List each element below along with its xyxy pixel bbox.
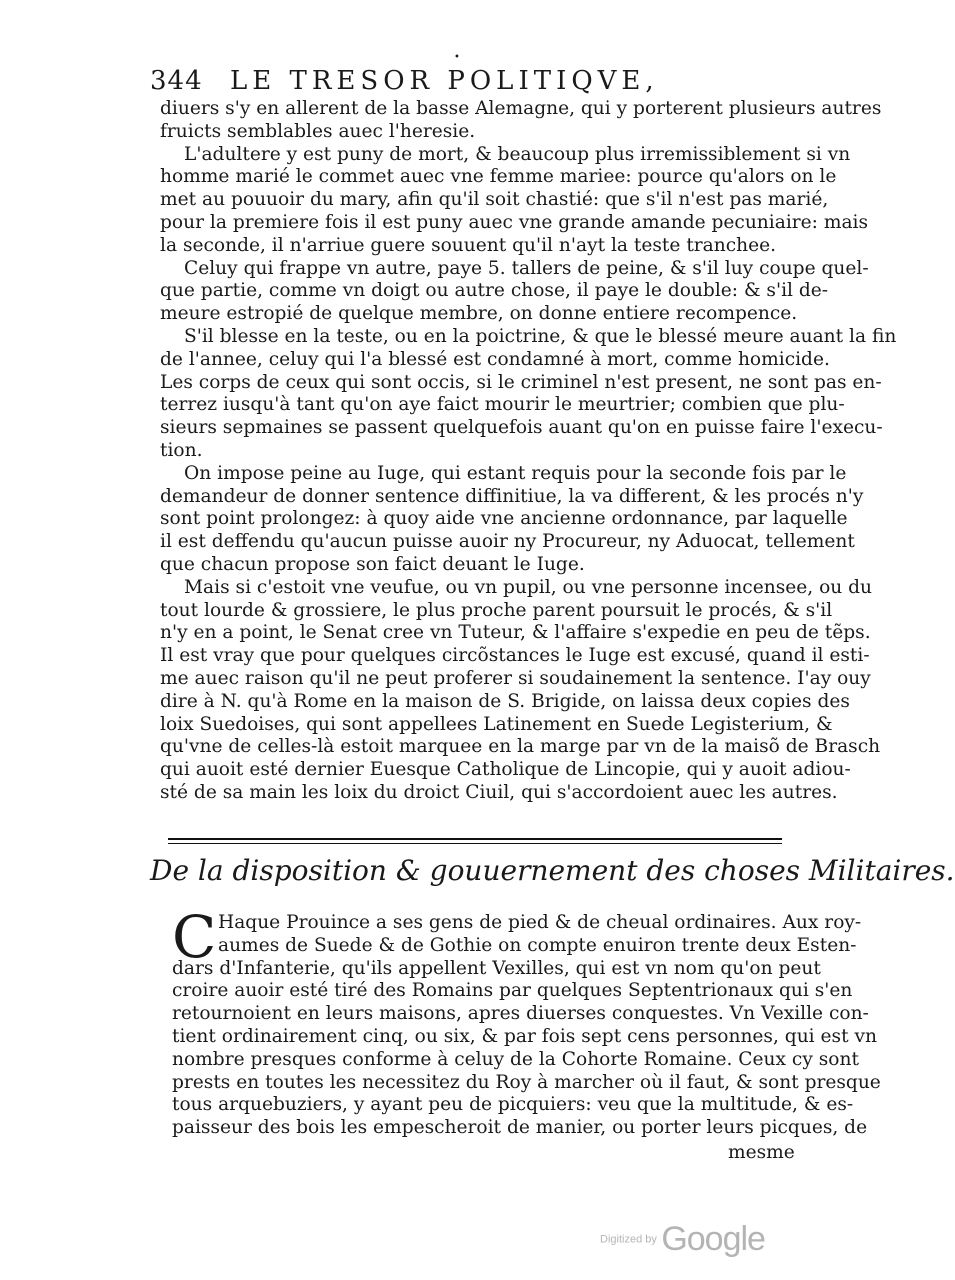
text-line: sté de sa main les loix du droict Ciuil, qui s'accordoient auec les autres. (160, 781, 838, 803)
running-title: LE TRESOR POLITIQVE, (230, 66, 659, 96)
watermark-prefix: Digitized by (600, 1233, 657, 1246)
text-line: S'il blesse en la teste, ou en la poictrine, & que le blessé meure auant la fin (184, 325, 897, 347)
text-line: diuers s'y en allerent de la basse Alemagne, qui y porterent plusieurs autres (160, 98, 882, 119)
text-line: de l'annee, celuy qui l'a blessé est condamné à mort, comme homicide. (160, 348, 830, 370)
text-line: L'adultere y est puny de mort, & beaucoup plus irremissiblement si vn (184, 143, 851, 165)
text-line: la seconde, il n'arriue guere souuent qu'il n'ayt la teste tranchee. (160, 234, 777, 256)
text-line: paisseur des bois les empescheroit de manier, ou porter leurs picques, de (172, 1117, 868, 1139)
page-number: 344 (150, 66, 203, 96)
text-line: Celuy qui frappe vn autre, paye 5. tallers de peine, & s'il luy coupe quel- (184, 257, 869, 279)
text-line: tient ordinairement cinq, ou six, & par fois sept cens personnes, qui est vn (172, 1025, 877, 1047)
text-line: meure estropié de quelque membre, on donne entiere recompence. (160, 303, 798, 325)
text-line: dars d'Infanterie, qu'ils appellent Vexilles, qui est vn nom qu'on peut (172, 957, 821, 979)
text-line: Mais si c'estoit vne veufue, ou vn pupil, ou vne personne incensee, ou du (184, 576, 873, 598)
text-line: qu'vne de celles-là estoit marquee en la marge par vn de la maisõ de Brasch (160, 736, 881, 758)
text-line: il est deffendu qu'aucun puisse auoir ny Procureur, ny Aduocat, tellement (160, 531, 855, 553)
text-line: On impose peine au Iuge, qui estant requis pour la seconde fois par le (184, 462, 847, 484)
text-line: croire auoir esté tiré des Romains par quelques Septentrionaux qui s'en (172, 980, 853, 1002)
text-line: terrez iusqu'à tant qu'on aye faict mourir le meurtrier; combien que plu- (160, 394, 845, 416)
text-line: aumes de Suede & de Gothie on compte enuiron trente deux Esten- (218, 934, 857, 956)
text-line: demandeur de donner sentence diffinitiue, la va different, & les procés n'y (160, 485, 864, 507)
text-line: que chacun propose son faict deuant le Iuge. (160, 553, 585, 575)
text-line: tout lourde & grossiere, le plus proche parent poursuit le procés, & s'il (160, 599, 833, 621)
page-header (150, 66, 790, 100)
section-rule-thick (168, 838, 782, 840)
text-line: me auec raison qu'il ne peut proferer si soudainement la sentence. I'ay ouy (160, 667, 871, 689)
text-line: Les corps de ceux qui sont occis, si le criminel n'est present, ne sont pas en- (160, 371, 882, 393)
text-line: pour la premiere fois il est puny auec vne grande amande pecuniaire: mais (160, 211, 869, 233)
section-body (172, 903, 881, 1140)
text-line: sont point prolongez: à quoy aide vne ancienne ordonnance, par laquelle (160, 508, 848, 530)
text-line: Haque Prouince a ses gens de pied & de cheual ordinaires. Aux roy- (218, 912, 862, 933)
text-line: loix Suedoises, qui sont appellees Latinement en Suede Legisterium, & (160, 713, 833, 735)
text-line: retournoient en leurs maisons, apres diuerses conquestes. Vn Vexille con- (172, 1003, 869, 1025)
google-logo: Google (661, 1220, 765, 1258)
top-ornament: • (454, 52, 460, 63)
text-line: tous arquebuziers, y ayant peu de picquiers: veu que la multitude, & es- (172, 1094, 854, 1116)
text-line: nombre presques conforme à celuy de la Cohorte Romaine. Ceux cy sont (172, 1048, 859, 1070)
text-line: Il est vray que pour quelques circõstances le Iuge est excusé, quand il esti- (160, 645, 870, 667)
text-line: tion. (160, 439, 203, 461)
text-line: prests en toutes les necessitez du Roy à marcher où il faut, & sont presque (172, 1071, 881, 1093)
text-line: homme marié le commet auec vne femme mariee: pource qu'alors on le (160, 166, 837, 188)
text-line: qui auoit esté dernier Euesque Catholique de Lincopie, qui y auoit adiou- (160, 759, 851, 781)
digitized-watermark (600, 1220, 765, 1259)
drop-cap: C (172, 903, 217, 971)
section-heading: De la disposition & gouuernement des choses Militaires. (150, 854, 955, 887)
catchword: mesme (728, 1142, 795, 1163)
text-line: n'y en a point, le Senat cree vn Tuteur, & l'affaire s'expedie en peu de tẽps. (160, 622, 871, 644)
text-line: met au pouuoir du mary, afin qu'il soit chastié: que s'il n'est pas marié, (160, 189, 829, 211)
section-rule-thin (168, 843, 782, 844)
text-line: dire à N. qu'à Rome en la maison de S. Brigide, on laissa deux copies des (160, 690, 850, 712)
body-text (160, 98, 897, 805)
text-line: fruicts semblables auec l'heresie. (160, 120, 476, 142)
text-line: que partie, comme vn doigt ou autre chose, il paye le double: & s'il de- (160, 280, 829, 302)
text-line: sieurs sepmaines se passent quelquefois auant qu'on en puisse faire l'execu- (160, 417, 883, 439)
